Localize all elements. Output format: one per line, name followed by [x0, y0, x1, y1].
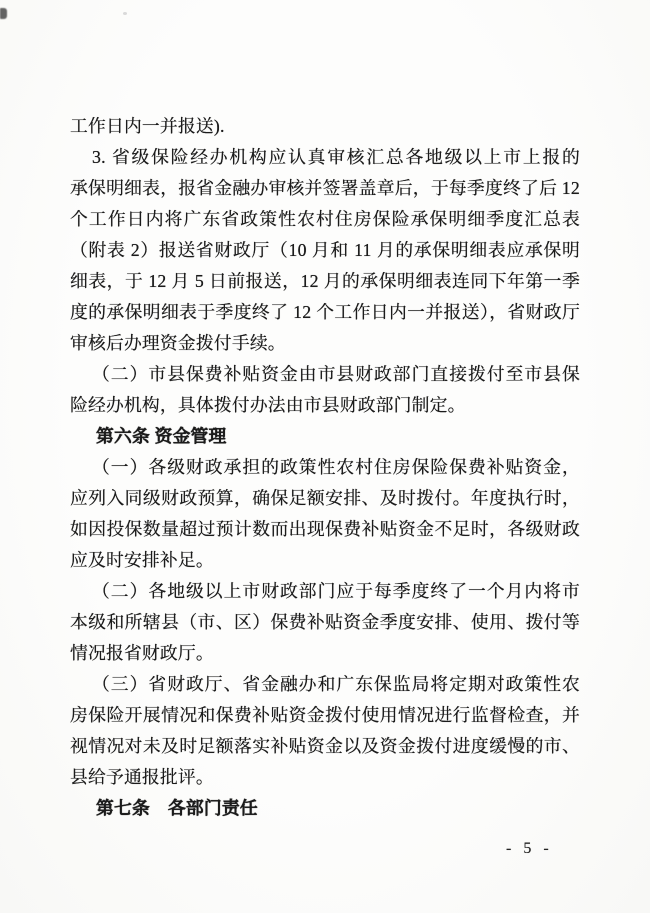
- scan-artifact-speck: [123, 12, 127, 15]
- text-line: 3. 省级保险经办机构应认真审核汇总各地级以上市上报的: [92, 147, 580, 167]
- page-number: - 5 -: [506, 840, 552, 857]
- text-line: 本级和所辖县（市、区）保费补贴资金季度安排、使用、拨付等: [70, 612, 580, 632]
- text-line: （附表 2）报送省财政厅（10 月和 11 月的承保明细表应承保明: [70, 240, 580, 260]
- text-line: 个工作日内将广东省政策性农村住房保险承保明细季度汇总表: [70, 209, 580, 229]
- document-body: [70, 111, 580, 824]
- text-line: 险经办机构，具体拨付办法由市县财政部门制定。: [70, 395, 466, 415]
- text-line: （三）省财政厅、省金融办和广东保监局将定期对政策性农: [92, 674, 580, 694]
- text-line: 县给予通报批评。: [70, 767, 214, 787]
- scan-artifact-edge-mark: [0, 8, 7, 19]
- text-line: 细表，于 12 月 5 日前报送，12 月的承保明细表连同下年第一季: [70, 271, 580, 291]
- text-line: 承保明细表，报省金融办审核并签署盖章后，于每季度终了后 12: [70, 178, 580, 198]
- text-line: （二）各地级以上市财政部门应于每季度终了一个月内将市: [92, 581, 580, 601]
- article-heading-7: 第七条 各部门责任: [96, 798, 258, 818]
- text-line: 情况报省财政厅。: [70, 643, 214, 663]
- text-line: 房保险开展情况和保费补贴资金拨付使用情况进行监督检查，并: [70, 705, 580, 725]
- text-line: 工作日内一并报送).: [70, 116, 225, 136]
- text-line: 视情况对未及时足额落实补贴资金以及资金拨付进度缓慢的市、: [70, 736, 580, 756]
- text-line: 度的承保明细表于季度终了 12 个工作日内一并报送），省财政厅: [70, 302, 580, 322]
- article-heading-6: 第六条 资金管理: [96, 426, 227, 446]
- text-line: （一）各级财政承担的政策性农村住房保险保费补贴资金，: [92, 457, 580, 477]
- text-line: 应及时安排补足。: [70, 550, 214, 570]
- text-line: 应列入同级财政预算，确保足额安排、及时拨付。年度执行时，: [70, 488, 580, 508]
- text-line: 如因投保数量超过预计数而出现保费补贴资金不足时，各级财政: [70, 519, 580, 539]
- text-line: 审核后办理资金拨付手续。: [70, 333, 286, 353]
- text-line: （二）市县保费补贴资金由市县财政部门直接拨付至市县保: [92, 364, 580, 384]
